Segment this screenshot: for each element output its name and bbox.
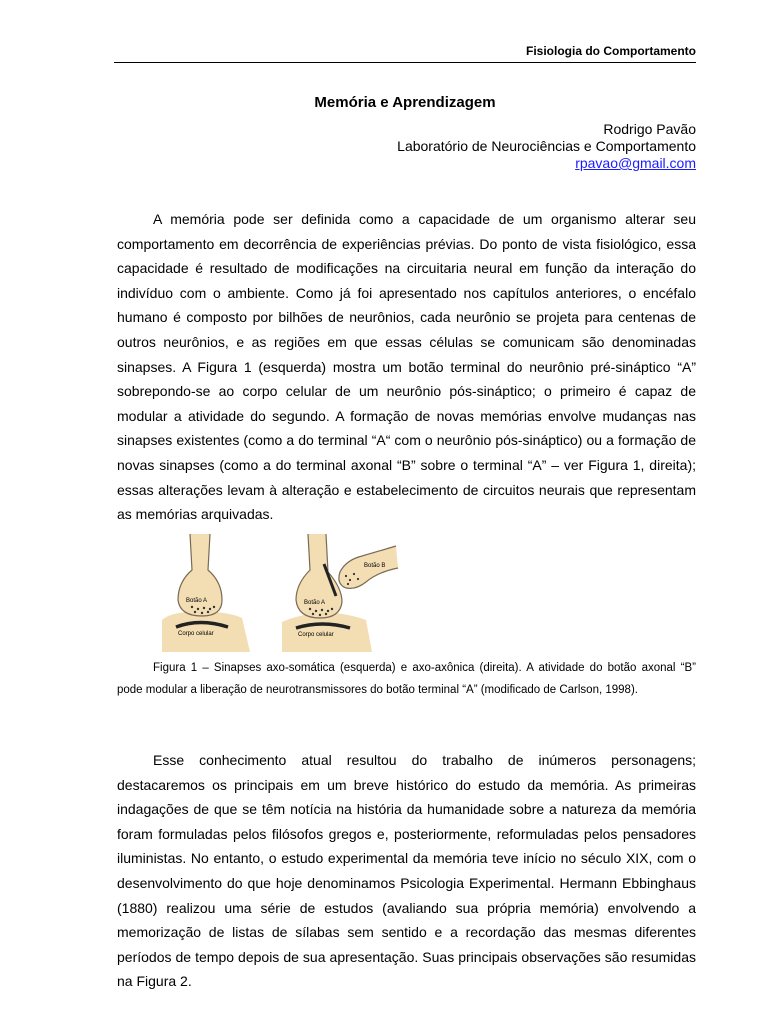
figure-left-panel: [162, 534, 250, 652]
header-rule: [114, 62, 696, 63]
figure-1-caption-text: Figura 1 – Sinapses axo-somática (esquerda) e axo-axônica (direita). A atividade do botão axonal “B” pode modular a liberação de neurotransmissores do botão terminal “A” (modificado de Carlson, 1998).: [117, 662, 696, 696]
synapse-figure: [150, 532, 410, 654]
paragraph-1-text: A memória pode ser definida como a capacidade de um organismo alterar seu comportamento em decorrência de experiências prévias. Do ponto de vista fisiológico, essa capacidade é resultado de modificações na circuitaria neural em função da interação do indivíduo com o ambiente. Como já foi apresentado nos capítulos anteriores, o encéfalo humano é composto por bilhões de neurônios, cada neurônio se projeta para centenas de outros neurônios, e as regiões em que essas células se comunicam são denominadas sinapses. A Figura 1 (esquerda) mostra um botão terminal do neurônio pré-sináptico “A” sobrepondo-se ao corpo celular de um neurônio pós-sináptico; o primeiro é capaz de modular a atividade do segundo. A formação de novas memórias envolve mudanças nas sinapses existentes (como a do terminal “A“ com o neurônio pós-sináptico) ou a formação de novas sinapses (como a do terminal axonal “B” sobre o terminal “A” – ver Figura 1, direita); essas alterações levam à alteração e estabelecimento de circuitos neurais que representam as memórias arquivadas.: [117, 211, 696, 523]
figure-right-panel: [282, 534, 398, 652]
label-corpo-celular-right: Corpo celular: [298, 632, 334, 638]
paragraph-2-text: Esse conhecimento atual resultou do trabalho de inúmeros personagens; destacaremos os principais em um breve histórico do estudo da memória. As primeiras indagações de que se têm notícia na história da humanidade sobre a natureza da memória foram formuladas pelos filósofos gregos e, posteriormente, reformuladas pelos pensadores iluministas. No entanto, o estudo experimental da memória teve início no século XIX, com o desenvolvimento do que hoje denominamos Psicologia Experimental. Hermann Ebbinghaus (1880) realizou uma série de estudos (avaliando sua própria memória) envolvendo a memorização de listas de sílabas sem sentido e a recordação das mesmas diferentes períodos de tempo depois de sua apresentação. Suas principais observações são resumidas na Figura 2.: [117, 752, 696, 990]
author-affiliation: Laboratório de Neurociências e Comportamento: [397, 138, 696, 154]
author-email-link[interactable]: rpavao@gmail.com: [575, 155, 696, 171]
author-block: [114, 121, 696, 172]
body-paragraph-2: [117, 748, 696, 994]
label-botao-a-left: Botão A: [186, 598, 208, 604]
figure-1-caption: [117, 657, 696, 701]
label-botao-a-right: Botão A: [304, 600, 326, 606]
author-name: Rodrigo Pavão: [603, 121, 696, 137]
body-paragraph-1: [117, 207, 696, 527]
label-corpo-celular-left: Corpo celular: [178, 631, 214, 637]
running-header: Fisiologia do Comportamento: [526, 44, 696, 58]
document-title: Memória e Aprendizagem: [314, 94, 496, 111]
label-botao-b: Botão B: [364, 563, 386, 569]
